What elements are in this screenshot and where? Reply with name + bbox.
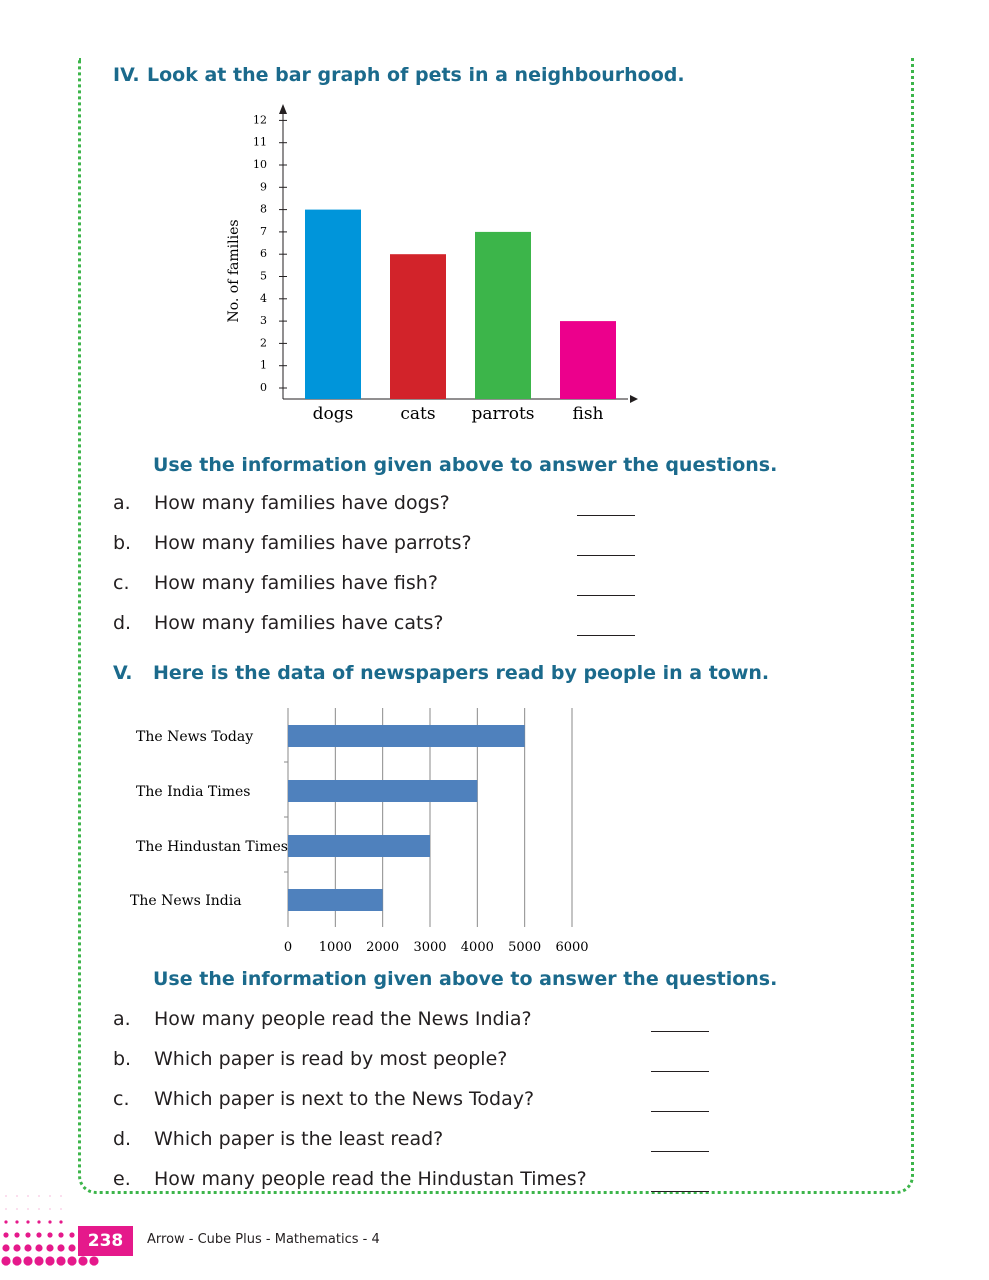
question-letter: e. [113, 1168, 131, 1190]
section-iv-question-2 [113, 572, 733, 598]
decor-dot [49, 1208, 50, 1209]
section-iv-question-3 [113, 612, 733, 638]
question-text: How many families have cats? [154, 612, 444, 634]
decor-dot [14, 1232, 19, 1237]
question-text: Which paper is the least read? [154, 1128, 444, 1150]
decor-dot [36, 1232, 41, 1237]
decor-dot [13, 1244, 20, 1251]
x-tick-label: 3000 [413, 940, 447, 955]
section-iv-instruction: Use the information given above to answer the questions. [153, 454, 778, 476]
question-letter: d. [113, 1128, 132, 1150]
section-iv-number: IV. [113, 64, 140, 86]
category-label: The Hindustan Times [136, 839, 288, 855]
y-axis-label: No. of families [226, 219, 242, 323]
decor-dot [69, 1232, 74, 1237]
decor-dot [25, 1232, 30, 1237]
y-tick-label: 11 [253, 135, 267, 149]
decor-dot [16, 1195, 17, 1196]
question-text: How many people read the News India? [154, 1008, 532, 1030]
pets-bar-chart [220, 96, 680, 436]
decor-dot [34, 1256, 43, 1265]
answer-blank[interactable] [577, 595, 635, 596]
question-text: How many families have dogs? [154, 492, 450, 514]
decor-dot [48, 1220, 51, 1223]
decor-dot [27, 1208, 28, 1209]
x-category-label: dogs [312, 404, 354, 424]
decor-dot [60, 1195, 61, 1196]
hbar-2 [288, 835, 430, 857]
section-v-question-0 [113, 1008, 733, 1034]
bar-cats [390, 254, 446, 399]
decor-dot [57, 1244, 64, 1251]
question-text: Which paper is next to the News Today? [154, 1088, 535, 1110]
category-label: The News Today [136, 729, 254, 745]
decor-dot [5, 1195, 6, 1196]
decor-dot [46, 1244, 53, 1251]
decor-dot [78, 1256, 87, 1265]
y-tick-label: 12 [253, 113, 267, 127]
answer-blank[interactable] [651, 1191, 709, 1192]
x-axis-arrow [630, 395, 638, 403]
decor-dot [67, 1256, 76, 1265]
decor-dot [60, 1208, 61, 1209]
question-text: How many families have fish? [154, 572, 438, 594]
decor-dot [38, 1208, 39, 1209]
decor-dot [23, 1256, 32, 1265]
decor-dot [35, 1244, 42, 1251]
y-tick-label: 6 [260, 247, 267, 261]
section-v-instruction: Use the information given above to answer the questions. [153, 968, 778, 990]
decor-dot [59, 1220, 62, 1223]
x-category-label: cats [400, 404, 436, 424]
section-v-number: V. [113, 662, 133, 684]
y-tick-label: 5 [260, 269, 267, 283]
decor-dot [26, 1220, 29, 1223]
answer-blank[interactable] [651, 1071, 709, 1072]
bar-parrots [475, 232, 531, 399]
answer-blank[interactable] [577, 555, 635, 556]
book-title: Arrow - Cube Plus - Mathematics - 4 [147, 1232, 380, 1247]
x-tick-label: 4000 [460, 940, 494, 955]
decor-dot [27, 1195, 28, 1196]
hbar-1 [288, 780, 477, 802]
category-label: The News India [130, 893, 242, 909]
decor-dot [68, 1244, 75, 1251]
decor-dot [12, 1256, 21, 1265]
section-v-question-3 [113, 1128, 733, 1154]
y-tick-label: 1 [260, 358, 267, 372]
decor-dot [37, 1220, 40, 1223]
section-v-question-2 [113, 1088, 733, 1114]
decor-dot [47, 1232, 52, 1237]
answer-blank[interactable] [651, 1151, 709, 1152]
decor-dot [3, 1232, 8, 1237]
decor-dot [1, 1256, 10, 1265]
decor-dot [56, 1256, 65, 1265]
question-letter: d. [113, 612, 132, 634]
section-v-question-1 [113, 1048, 733, 1074]
x-tick-label: 6000 [555, 940, 589, 955]
x-tick-label: 1000 [318, 940, 352, 955]
x-tick-label: 5000 [508, 940, 542, 955]
decor-dot [38, 1195, 39, 1196]
section-iv-heading [113, 64, 685, 86]
page-number: 238 [78, 1226, 133, 1256]
answer-blank[interactable] [651, 1111, 709, 1112]
answer-blank[interactable] [577, 635, 635, 636]
decor-dot [89, 1256, 98, 1265]
section-v-question-4 [113, 1168, 733, 1194]
bar-fish [560, 321, 616, 399]
y-tick-label: 4 [260, 291, 267, 305]
decor-dot [2, 1244, 9, 1251]
decor-dot [5, 1208, 6, 1209]
question-letter: c. [113, 1088, 130, 1110]
section-iv-title: Look at the bar graph of pets in a neighbourhood. [147, 64, 685, 86]
x-category-label: fish [572, 404, 604, 424]
section-iv-question-1 [113, 532, 733, 558]
question-letter: b. [113, 1048, 132, 1070]
decor-dot [4, 1220, 7, 1223]
y-tick-label: 9 [260, 180, 267, 194]
hbar-3 [288, 889, 383, 911]
question-letter: a. [113, 1008, 131, 1030]
decor-dot [45, 1256, 54, 1265]
newspaper-bar-chart [110, 700, 600, 960]
decor-dot [15, 1220, 18, 1223]
y-tick-label: 3 [260, 314, 267, 328]
answer-blank[interactable] [651, 1031, 709, 1032]
question-text: How many people read the Hindustan Times? [154, 1168, 587, 1190]
question-letter: a. [113, 492, 131, 514]
x-tick-label: 0 [283, 940, 293, 955]
question-letter: c. [113, 572, 130, 594]
section-v-title: Here is the data of newspapers read by people in a town. [153, 662, 770, 684]
question-text: How many families have parrots? [154, 532, 472, 554]
x-tick-label: 2000 [366, 940, 400, 955]
y-tick-label: 0 [260, 381, 267, 394]
y-tick-label: 7 [260, 224, 267, 238]
answer-blank[interactable] [577, 515, 635, 516]
question-text: Which paper is read by most people? [154, 1048, 508, 1070]
hbar-0 [288, 725, 525, 747]
decor-dot [58, 1232, 63, 1237]
x-category-label: parrots [471, 404, 535, 424]
section-v-heading [113, 662, 769, 684]
bar-dogs [305, 210, 361, 399]
question-letter: b. [113, 532, 132, 554]
y-tick-label: 2 [260, 336, 267, 350]
y-axis-arrow [279, 104, 287, 114]
category-label: The India Times [136, 784, 251, 800]
decor-dot [16, 1208, 17, 1209]
decor-dot [49, 1195, 50, 1196]
y-tick-label: 8 [260, 202, 267, 216]
y-tick-label: 10 [253, 158, 267, 171]
decor-dot [24, 1244, 31, 1251]
section-iv-question-0 [113, 492, 733, 518]
